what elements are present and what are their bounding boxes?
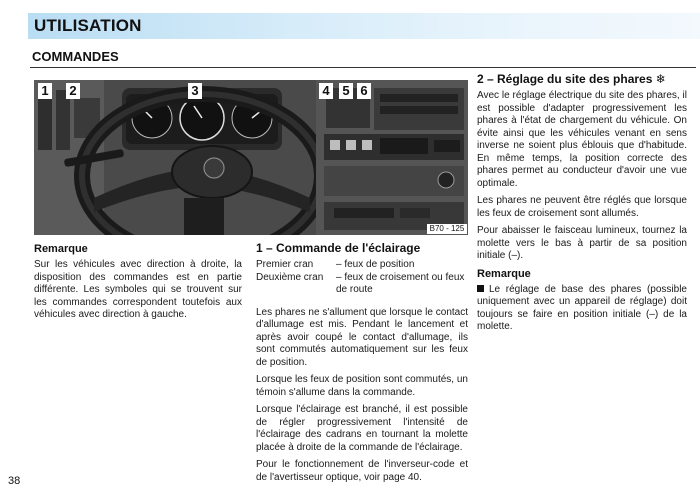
right-remark-paragraph xyxy=(477,284,687,334)
left-remark-text: Sur les véhicules avec direction à droite, la disposition des commandes est en partie différente. Les symboles qui se trouvent sur les commandes correspondent toutefois aux véhicules avec direction à gauche. xyxy=(34,259,242,320)
position-value: – feux de croisement ou feux de route xyxy=(336,271,465,295)
position-label: Premier cran xyxy=(256,259,314,270)
right-column xyxy=(477,72,687,339)
headlight-adjust-heading: 2 – Réglage du site des phares ❄ xyxy=(477,72,666,86)
square-bullet-icon xyxy=(477,285,484,292)
lighting-control-heading: 1 – Commande de l'éclairage xyxy=(256,241,421,255)
position-row xyxy=(256,259,468,272)
chapter-title: UTILISATION xyxy=(34,16,142,35)
middle-column xyxy=(256,241,468,489)
position-value: – feux de position xyxy=(336,259,415,270)
section-title: COMMANDES xyxy=(32,49,119,64)
headlight-paragraph: Les phares ne peuvent être réglés que lorsque les feux de croisement sont allumés. xyxy=(477,195,687,219)
headlight-paragraph: Pour abaisser le faisceau lumineux, tournez la molette vers le bas à partir de sa position initiale (–). xyxy=(477,225,687,261)
left-column xyxy=(34,243,242,327)
right-remark-text: Le réglage de base des phares (possible uniquement avec un appareil de réglage) doit toujours se faire en position initiale (–) de la molette. xyxy=(477,283,687,332)
figure-reference: B70 - 125 xyxy=(427,224,467,234)
callout-1: 1 xyxy=(38,83,52,99)
page-number: 38 xyxy=(8,475,21,487)
callout-6: 6 xyxy=(357,83,371,99)
callout-4: 4 xyxy=(319,83,333,99)
lighting-paragraph: Pour le fonctionnement de l'inverseur-code et de l'avertisseur optique, voir page 40. xyxy=(256,459,468,483)
position-row xyxy=(256,272,468,297)
lighting-paragraph: Lorsque les feux de position sont commutés, un témoin s'allume dans la commande. xyxy=(256,374,468,398)
lighting-paragraph: Lorsque l'éclairage est branché, il est possible de régler progressivement l'intensité de l'éclairage des cadrans en tournant la molette placée à droite de la commande de l'éclairage. xyxy=(256,404,468,453)
callout-2: 2 xyxy=(66,83,80,99)
position-label: Deuxième cran xyxy=(256,271,324,283)
dashboard-photo xyxy=(34,80,468,235)
right-remark-heading: Remarque xyxy=(477,267,531,280)
left-remark-heading: Remarque xyxy=(34,243,88,255)
section-divider xyxy=(30,67,696,68)
callout-5: 5 xyxy=(339,83,353,99)
lighting-paragraph: Les phares ne s'allument que lorsque le contact d'allumage est mis. Pendant le lancement et après avoir coupé le contact d'allumage, ils sont commutés automatiquement sur les feux de position. xyxy=(256,306,468,368)
headlight-paragraph: Avec le réglage électrique du site des phares, il est possible d'adapter progressivement les phares à l'état de chargement du véhicule. On évite ainsi que les véhicules venant en sens inverse ne soient plus éblouis que d'habitude. En même temps, la position correcte des phares permet au conducteur d'avoir une vue optimale. xyxy=(477,90,687,189)
dashboard-illustration xyxy=(34,80,468,235)
callout-3: 3 xyxy=(188,83,202,99)
